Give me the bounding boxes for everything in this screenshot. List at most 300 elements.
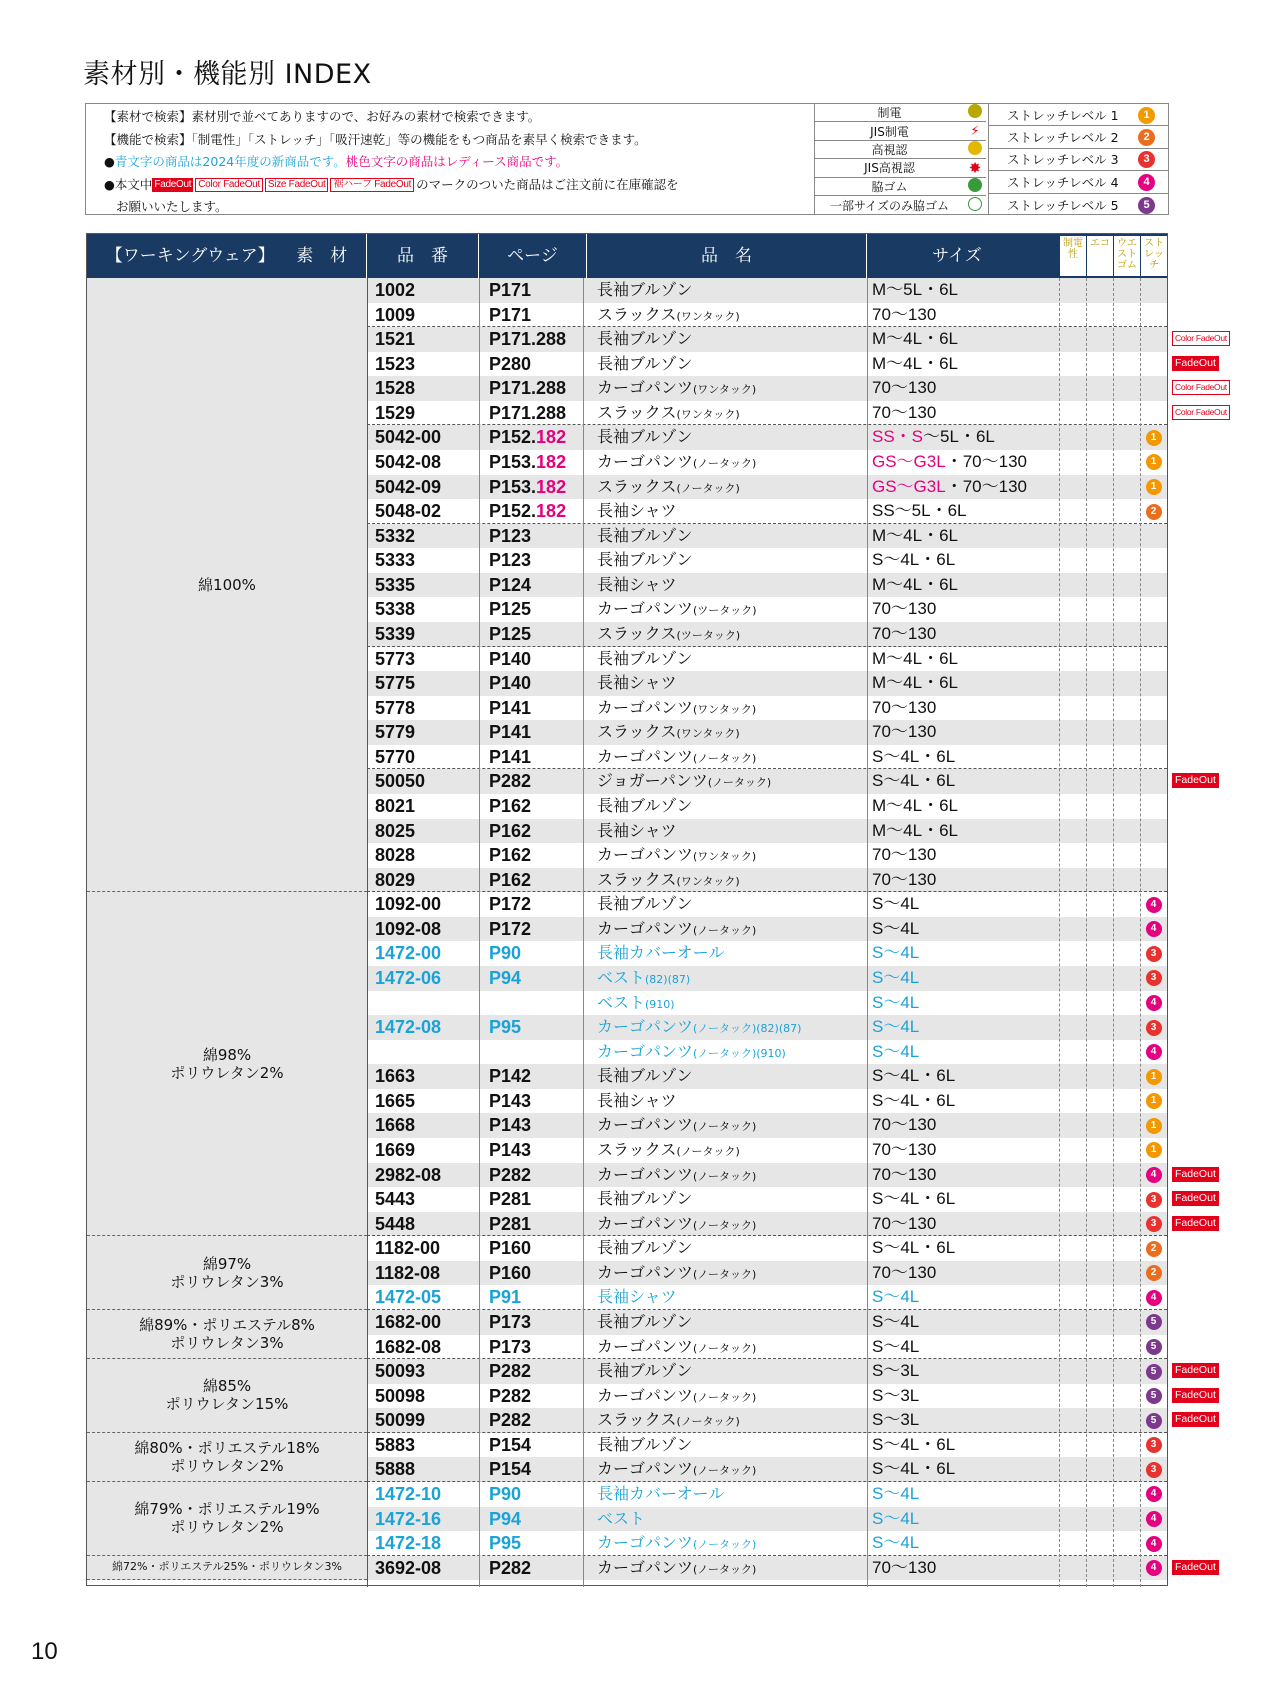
product-name: カーゴパンツ(ノータック) <box>597 1115 757 1135</box>
product-name: 長袖ブルゾン <box>597 550 693 570</box>
stretch-level-badge: 5 <box>1146 1339 1162 1355</box>
product-name: カーゴパンツ(ノータック) <box>597 1336 757 1356</box>
product-code: 1002 <box>375 280 416 300</box>
stretch-level-badge: 4 <box>1138 174 1155 191</box>
product-name: 長袖ブルゾン <box>597 280 693 299</box>
hem-fadeout-mark: 裾ハーフ FadeOut <box>330 178 414 192</box>
product-code <box>375 1040 479 1064</box>
table-row <box>367 1212 1167 1237</box>
stretch-label: ストレッチレベル 3 <box>1007 152 1119 168</box>
column-divider <box>367 278 368 1587</box>
stretch-cell <box>1140 1482 1167 1506</box>
product-code: 1472-08 <box>375 1017 442 1038</box>
stretch-cell <box>1140 1064 1167 1088</box>
stretch-cell <box>1140 499 1167 523</box>
stretch-level-badge: 1 <box>1146 1118 1162 1134</box>
size-fadeout-mark: Size FadeOut <box>265 178 329 192</box>
stretch-level-badge: 2 <box>1146 504 1162 520</box>
product-name: スラックス(ツータック) <box>597 623 741 643</box>
stretch-level-badge: 5 <box>1146 1413 1162 1429</box>
table-row <box>367 376 1167 401</box>
page-ref: P171.288 <box>489 402 567 423</box>
size-range: 70～130 <box>872 402 937 422</box>
stretch-level-badge: 3 <box>1146 970 1162 986</box>
header-code: 品 番 <box>367 234 479 278</box>
stretch-cell <box>1140 941 1167 965</box>
product-name-note: (ノータック)(910) <box>693 1046 786 1060</box>
stretch-cell <box>1140 892 1167 916</box>
table-row <box>367 966 1167 991</box>
product-name: 長袖シャツ <box>597 820 677 840</box>
page-ref: P90 <box>489 1483 522 1504</box>
size-range: M～4L・6L <box>872 673 958 693</box>
product-name-note: (ノータック) <box>676 1144 740 1158</box>
function-legend-item <box>815 159 986 177</box>
product-code: 1521 <box>375 329 416 350</box>
product-code: 8028 <box>375 845 416 866</box>
stretch-cell <box>1140 1384 1167 1408</box>
product-name-note: (ワンタック) <box>693 383 757 397</box>
product-name: カーゴパンツ(ノータック) <box>597 918 757 938</box>
product-name: 長袖ブルゾン <box>597 1361 693 1381</box>
product-name-note: (ノータック) <box>693 751 757 765</box>
stretch-level-badge: 4 <box>1146 897 1162 913</box>
product-code: 5048-02 <box>375 501 442 522</box>
table-row <box>367 524 1167 549</box>
stretch-level-badge: 5 <box>1146 1364 1162 1380</box>
size-range: M～4L・6L <box>872 353 958 373</box>
header-material-label: 素 材 <box>296 246 348 266</box>
product-code: 1472-10 <box>375 1483 442 1504</box>
table-row <box>367 1310 1167 1335</box>
stretch-cell <box>1140 475 1167 499</box>
product-name: カーゴパンツ(ワンタック) <box>597 697 757 717</box>
stretch-level-icon <box>1138 150 1168 168</box>
size-range: M～4L・6L <box>872 329 958 349</box>
product-name: カーゴパンツ(ノータック) <box>597 1533 757 1553</box>
page-ref: P125 <box>489 599 532 620</box>
product-code: 1009 <box>375 304 416 325</box>
stretch-label: ストレッチレベル 1 <box>1007 107 1119 123</box>
product-code: 1682-00 <box>375 1311 442 1332</box>
product-code: 1669 <box>375 1139 416 1160</box>
table-row <box>367 1285 1167 1310</box>
stretch-level-badge: 1 <box>1146 479 1162 495</box>
fadeout-mark: FadeOut <box>154 179 192 190</box>
product-code: 5779 <box>375 722 416 743</box>
size-range: SS・S～5L・6L <box>872 427 995 447</box>
size-range: 70～130 <box>872 1213 937 1233</box>
product-name: スラックス(ワンタック) <box>597 722 740 742</box>
stretch-level-badge: 4 <box>1146 1167 1162 1183</box>
product-name: 長袖シャツ <box>597 673 677 693</box>
product-code: 1182-08 <box>375 1262 441 1283</box>
header-antistatic: 制電性 <box>1059 236 1086 276</box>
stretch-cell <box>1140 1457 1167 1481</box>
stretch-level-badge: 2 <box>1146 1265 1162 1281</box>
product-name: 長袖ブルゾン <box>597 525 693 545</box>
lightning-icon: ⚡ <box>970 123 980 139</box>
stretch-legend-item <box>989 194 1168 216</box>
material-cell <box>87 1310 367 1359</box>
product-code: 5042-00 <box>375 427 442 448</box>
product-name-note: (ワンタック) <box>693 702 757 716</box>
page-ref: P94 <box>489 967 522 988</box>
product-code: 50050 <box>375 771 426 792</box>
product-name-note: (ノータック) <box>707 776 772 790</box>
size-range: 70～130 <box>872 697 937 717</box>
product-code: 5332 <box>375 525 416 546</box>
product-name: カーゴパンツ(ノータック) <box>597 1262 757 1282</box>
function-label: 制電 <box>877 106 902 121</box>
function-label: 高視認 <box>871 142 908 157</box>
product-name-note: (ノータック) <box>693 1390 757 1404</box>
green-ring-icon <box>964 197 986 214</box>
size-range: 70～130 <box>872 378 937 398</box>
stretch-cell <box>1140 1433 1167 1457</box>
stretch-level-badge: 3 <box>1146 1020 1162 1036</box>
stretch-cell <box>1140 1212 1167 1236</box>
size-range: 70～130 <box>872 1262 937 1282</box>
page-ref: P95 <box>489 1533 522 1554</box>
product-code: 50093 <box>375 1361 426 1382</box>
page-ref: P143 <box>489 1115 532 1136</box>
stretch-cell <box>1140 1113 1167 1137</box>
product-name-note: (ノータック) <box>693 1267 757 1281</box>
table-row <box>367 1482 1167 1507</box>
red-burst-icon: ✸ <box>968 158 982 177</box>
product-code: 5339 <box>375 623 416 644</box>
product-code: 3692-08 <box>375 1557 442 1578</box>
product-code: 1472-18 <box>375 1533 442 1554</box>
header-category: 【ワーキングウェア】 <box>105 246 275 266</box>
page-ref: P282 <box>489 1164 532 1185</box>
product-name: カーゴパンツ(ノータック) <box>597 746 757 766</box>
function-legend <box>814 104 986 214</box>
fadeout-mark: FadeOut <box>1172 1388 1219 1403</box>
page-ref: P281 <box>489 1189 532 1210</box>
product-name: ベスト <box>597 1508 646 1528</box>
stretch-cell <box>1140 1236 1167 1260</box>
page-ref: P91 <box>489 1287 522 1308</box>
product-name-note: (ノータック) <box>693 923 757 937</box>
page-ref-ladies: 182 <box>536 501 567 522</box>
function-label: 脇ゴム <box>871 179 908 194</box>
stretch-level-badge: 2 <box>1138 129 1155 146</box>
product-code: 5335 <box>375 574 416 595</box>
page-number: 10 <box>31 1638 58 1665</box>
size-range: SS～5L・6L <box>872 501 967 521</box>
product-code: 5888 <box>375 1459 416 1480</box>
product-name: 長袖ブルゾン <box>597 648 693 668</box>
stretch-level-badge: 2 <box>1146 1241 1162 1257</box>
product-code: 1523 <box>375 353 416 374</box>
stretch-level-badge: 3 <box>1146 1462 1162 1478</box>
size-range: S～3L <box>872 1361 920 1381</box>
size-range: S～3L <box>872 1385 920 1405</box>
table-row <box>367 1433 1167 1458</box>
page-ref: P173 <box>489 1336 532 1357</box>
size-range: 70～130 <box>872 304 937 324</box>
product-code: 5448 <box>375 1213 416 1234</box>
page-ref: P90 <box>489 943 522 964</box>
function-label: JIS制電 <box>870 124 909 139</box>
size-range: S～4L <box>872 943 920 963</box>
material-label: 綿97% ポリウレタン3% <box>170 1254 284 1291</box>
header-page: ページ <box>479 234 587 278</box>
page-ref: P162 <box>489 845 532 866</box>
stretch-cell <box>1140 1556 1167 1580</box>
stretch-level-badge: 5 <box>1138 197 1155 214</box>
material-cell <box>87 1433 367 1482</box>
stretch-legend-item <box>989 104 1168 126</box>
table-row <box>367 450 1167 475</box>
table-row <box>367 278 1167 303</box>
page-ref: P160 <box>489 1262 532 1283</box>
stretch-level-badge: 1 <box>1138 107 1155 124</box>
product-name-note: (ノータック) <box>693 1120 757 1134</box>
product-name: カーゴパンツ(ノータック) <box>597 1213 757 1233</box>
product-code: 5778 <box>375 697 416 718</box>
size-range: M～5L・6L <box>872 280 958 299</box>
stretch-level-badge: 3 <box>1146 946 1162 962</box>
legend-line-closing: お願いいたします。 <box>116 199 228 214</box>
stretch-cell <box>1140 917 1167 941</box>
product-name-note: (ワンタック) <box>676 309 740 323</box>
header-material <box>87 234 367 278</box>
fadeout-mark: Color FadeOut <box>1172 380 1230 395</box>
product-name-note: (ワンタック) <box>676 727 740 741</box>
product-name: 長袖ブルゾン <box>597 1434 693 1454</box>
size-range: S～4L <box>872 1336 920 1356</box>
product-code <box>375 991 479 1015</box>
page-ref: P162 <box>489 869 532 890</box>
table-row <box>367 696 1167 721</box>
product-name-note: (ノータック)(82)(87) <box>693 1022 802 1036</box>
header-eco: エコ <box>1086 236 1113 276</box>
page-ref: P171.288 <box>489 329 567 350</box>
page-ref: P282 <box>489 1361 532 1382</box>
size-range: 70～130 <box>872 1164 937 1184</box>
page-ref <box>489 991 593 1015</box>
page-ref: P125 <box>489 623 532 644</box>
table-row <box>367 1138 1167 1163</box>
table-row <box>367 1163 1167 1188</box>
page-ref: P123 <box>489 525 532 546</box>
page-ref <box>489 1040 593 1064</box>
product-name: スラックス(ノータック) <box>597 1139 740 1159</box>
product-name: 長袖シャツ <box>597 1090 677 1110</box>
page-ref: P160 <box>489 1238 532 1259</box>
material-label: 綿80%・ポリエステル18% ポリウレタン2% <box>134 1438 320 1475</box>
table-row <box>367 1089 1167 1114</box>
product-name-note: (82)(87) <box>645 972 691 986</box>
function-label: 一部サイズのみ脇ゴム <box>829 198 950 213</box>
column-divider <box>1113 278 1114 1587</box>
table-row <box>367 868 1167 893</box>
size-range: S～4L・6L <box>872 771 956 791</box>
table-row <box>367 1384 1167 1409</box>
size-range: S～4L・6L <box>872 1090 956 1110</box>
stretch-cell <box>1140 1261 1167 1285</box>
table-row <box>367 352 1167 377</box>
fadeout-mark: FadeOut <box>1172 1363 1219 1378</box>
size-range: M～4L・6L <box>872 795 958 815</box>
stretch-cell <box>1140 1359 1167 1383</box>
page-ref: P173 <box>489 1311 532 1332</box>
table-row <box>367 573 1167 598</box>
table-header <box>87 234 1167 278</box>
page-ref-ladies: 182 <box>536 476 567 497</box>
size-range: M～4L・6L <box>872 574 958 594</box>
size-range: S～4L <box>872 992 920 1012</box>
legend-line-color-note <box>104 151 814 174</box>
table-row <box>367 622 1167 647</box>
size-range: S～4L <box>872 1287 920 1307</box>
product-code: 5883 <box>375 1434 416 1455</box>
product-name-note: (ワンタック) <box>693 850 757 864</box>
product-name-note: (ノータック) <box>693 1464 757 1478</box>
stretch-cell <box>1140 1040 1167 1064</box>
table-row <box>367 1040 1167 1065</box>
product-name-note: (ノータック) <box>693 1218 757 1232</box>
table-row <box>367 941 1167 966</box>
page-ref: P141 <box>489 697 532 718</box>
page-ref: P123 <box>489 550 532 571</box>
page-ref: P172 <box>489 894 532 915</box>
product-name: カーゴパンツ(ノータック) <box>597 1164 757 1184</box>
table-row <box>367 499 1167 524</box>
stretch-level-badge: 4 <box>1146 1536 1162 1552</box>
page-ref: P282 <box>489 1385 532 1406</box>
product-name-note: (ワンタック) <box>676 407 740 421</box>
product-name: 長袖ブルゾン <box>597 795 693 815</box>
stretch-level-badge: 1 <box>1146 1093 1162 1109</box>
material-label: 綿79%・ポリエステル19% ポリウレタン2% <box>134 1500 320 1537</box>
page-ref: P153.182 <box>489 451 567 472</box>
stretch-level-badge: 4 <box>1146 1044 1162 1060</box>
product-name-note: (ノータック) <box>693 1341 757 1355</box>
product-code: 1668 <box>375 1115 416 1136</box>
product-name: 長袖ブルゾン <box>597 1189 693 1209</box>
legend-notes <box>86 104 814 214</box>
product-name: ジョガーパンツ(ノータック) <box>597 771 772 791</box>
table-row <box>367 475 1167 500</box>
page-ref: P162 <box>489 820 532 841</box>
table-row <box>367 991 1167 1016</box>
product-code: 50099 <box>375 1410 426 1431</box>
product-code: 1472-16 <box>375 1508 442 1529</box>
stretch-label: ストレッチレベル 4 <box>1007 174 1119 190</box>
table-row <box>367 1507 1167 1532</box>
product-code: 1092-08 <box>375 918 442 939</box>
new-product-note: 青文字の商品は2024年度の新商品です。 <box>114 154 346 169</box>
stretch-level-badge: 1 <box>1146 1142 1162 1158</box>
product-name: スラックス(ノータック) <box>597 1410 740 1430</box>
page-ref: P94 <box>489 1508 522 1529</box>
table-row <box>367 1408 1167 1433</box>
stretch-cell <box>1140 1531 1167 1555</box>
product-code: 5770 <box>375 746 416 767</box>
product-name: スラックス(ワンタック) <box>597 869 740 889</box>
page-ref: P171 <box>489 280 532 300</box>
size-range: 70～130 <box>872 869 937 889</box>
function-legend-item <box>815 141 986 159</box>
table-row <box>367 1113 1167 1138</box>
table-row <box>367 819 1167 844</box>
stretch-cell <box>1140 1138 1167 1162</box>
fadeout-mark: FadeOut <box>1172 773 1219 788</box>
product-name: カーゴパンツ(ノータック) <box>597 451 757 471</box>
size-range: 70～130 <box>872 722 937 742</box>
size-range: S～4L・6L <box>872 1434 956 1454</box>
table-row <box>367 1064 1167 1089</box>
table-row <box>367 1335 1167 1360</box>
stretch-level-badge: 4 <box>1146 995 1162 1011</box>
stretch-level-badge: 4 <box>1146 921 1162 937</box>
page-ref: P152.182 <box>489 427 567 448</box>
product-code: 5333 <box>375 550 416 571</box>
table-row <box>367 794 1167 819</box>
product-code: 1472-00 <box>375 943 442 964</box>
stretch-level-badge: 5 <box>1146 1314 1162 1330</box>
index-table <box>86 233 1168 1586</box>
product-name: ベスト(82)(87) <box>597 967 691 987</box>
fadeout-mark: FadeOut <box>1172 1412 1219 1427</box>
stretch-level-badge: 3 <box>1146 1216 1162 1232</box>
stretch-cell <box>1140 1285 1167 1309</box>
table-row <box>367 1261 1167 1286</box>
stretch-cell <box>1140 1187 1167 1211</box>
table-row <box>367 327 1167 352</box>
page-ref: P280 <box>489 353 532 374</box>
product-code: 1182-00 <box>375 1238 441 1259</box>
bullet: ● <box>104 154 115 169</box>
column-divider <box>583 278 584 1587</box>
header-name: 品 名 <box>587 234 867 278</box>
table-row <box>367 769 1167 794</box>
legend-line-function: 【機能で検索】「制電性」「ストレッチ」「吸汗速乾」等の機能をもつ商品を素早く検索できます。 <box>104 131 647 147</box>
product-code: 1665 <box>375 1090 416 1111</box>
size-range: 70～130 <box>872 845 937 865</box>
stretch-cell <box>1140 1163 1167 1187</box>
table-row <box>367 1359 1167 1384</box>
size-range: 70～130 <box>872 1115 937 1135</box>
page-ref: P140 <box>489 648 532 669</box>
size-range: S～4L <box>872 918 920 938</box>
stretch-legend-item <box>989 149 1168 171</box>
material-cell <box>87 1556 367 1581</box>
fadeout-mark: FadeOut <box>1172 356 1219 371</box>
product-code: 1472-05 <box>375 1287 442 1308</box>
product-name-note: (ノータック) <box>676 1415 740 1429</box>
table-row <box>367 303 1167 328</box>
product-name: スラックス(ワンタック) <box>597 402 740 422</box>
stretch-level-badge: 3 <box>1146 1437 1162 1453</box>
fadeout-mark: Color FadeOut <box>1172 405 1230 420</box>
header-stretch: ストレッチ <box>1140 236 1167 276</box>
page-ref: P154 <box>489 1434 532 1455</box>
page-ref: P172 <box>489 918 532 939</box>
fadeout-mark: Color FadeOut <box>1172 331 1230 346</box>
stretch-cell <box>1140 425 1167 449</box>
color-fadeout-mark: Color FadeOut <box>195 178 263 192</box>
table-row <box>367 1457 1167 1482</box>
product-name: 長袖ブルゾン <box>597 894 693 914</box>
product-name: 長袖ブルゾン <box>597 1311 693 1331</box>
page-ref: P141 <box>489 722 532 743</box>
stretch-level-icon <box>1138 128 1168 146</box>
